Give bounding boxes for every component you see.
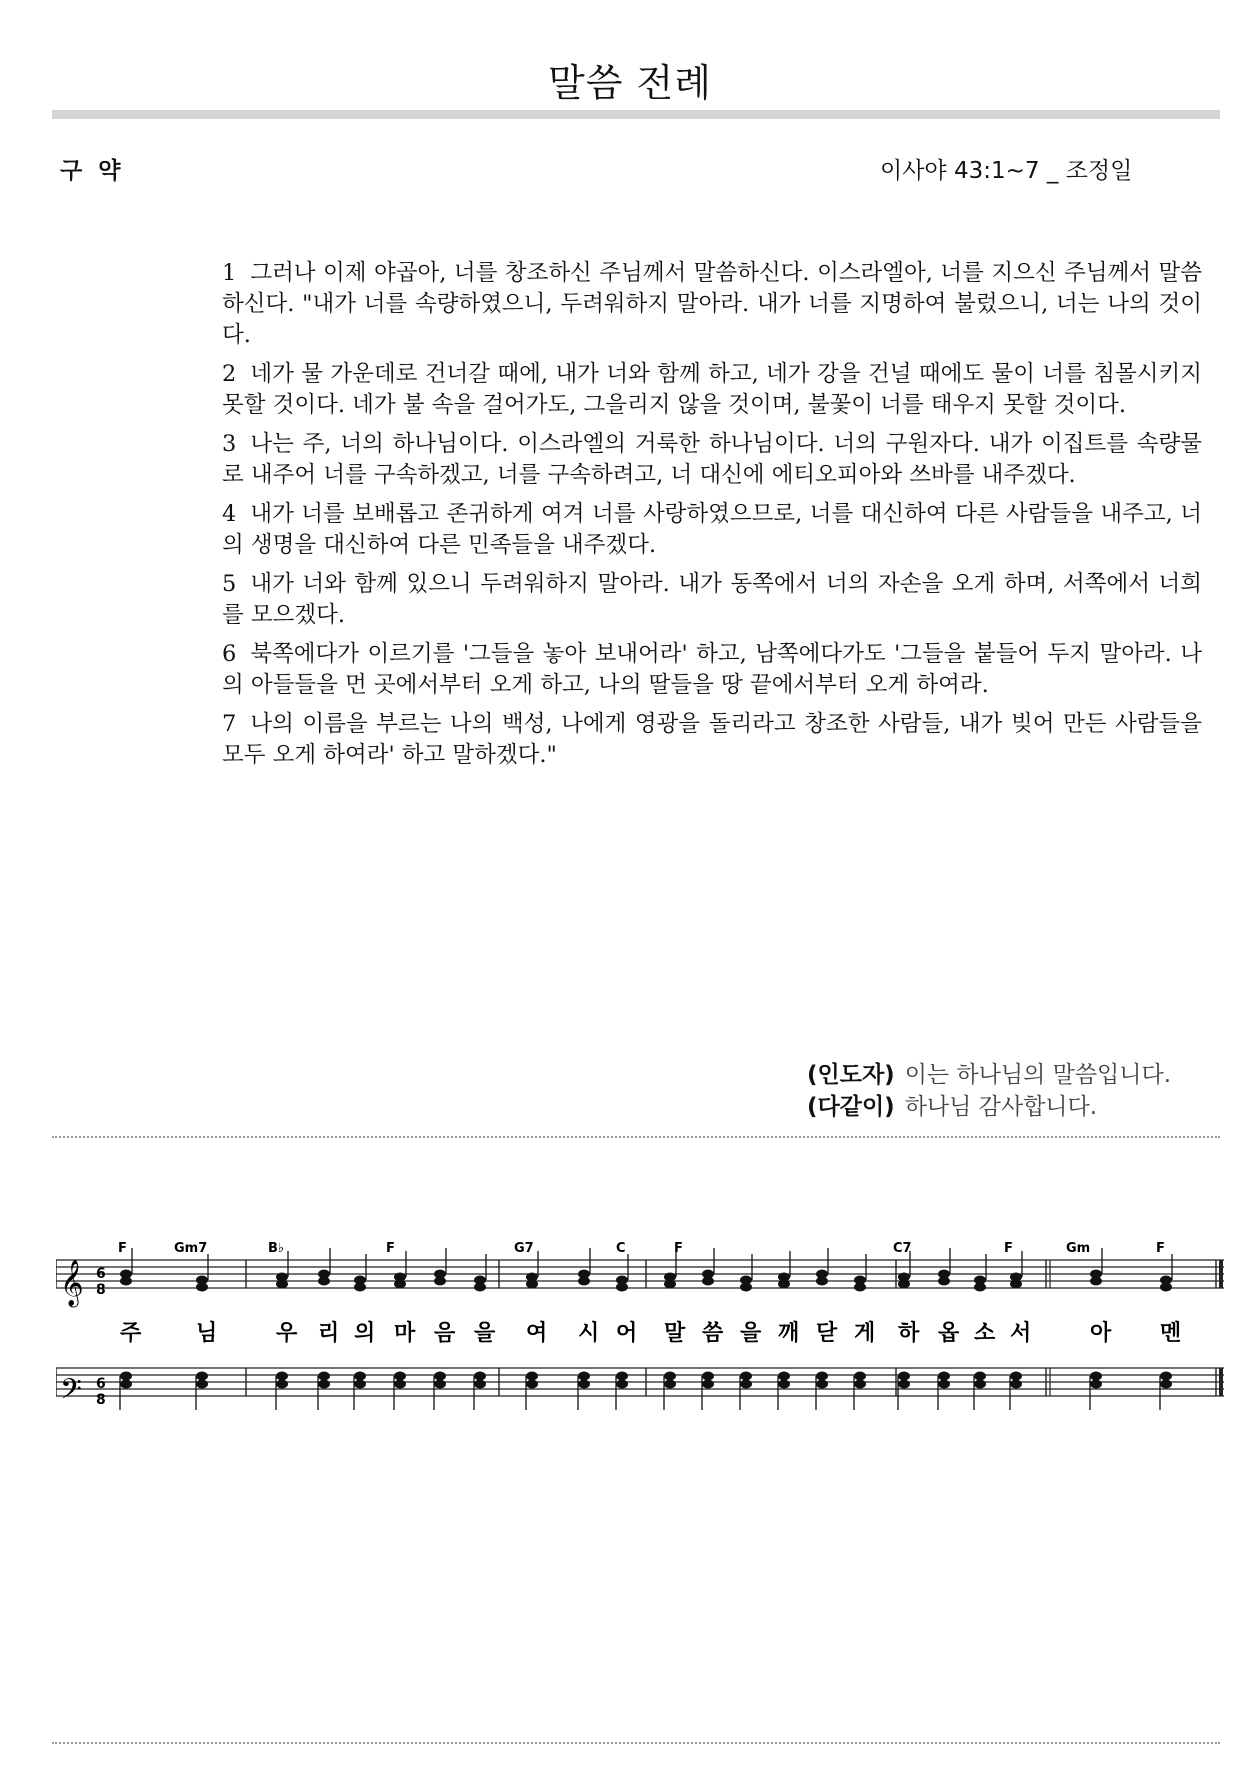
note-head xyxy=(740,1372,752,1381)
verse-4 xyxy=(222,499,1202,561)
note-head xyxy=(778,1280,790,1289)
chord-symbol: F xyxy=(118,1241,127,1256)
note-head xyxy=(1090,1380,1102,1389)
note-head xyxy=(318,1380,330,1389)
lyric-syllable: 리 xyxy=(318,1321,340,1346)
note-head xyxy=(816,1380,828,1389)
lyric-syllable: 시 xyxy=(578,1321,600,1346)
note-head xyxy=(974,1380,986,1389)
verse-text: 네가 물 가운데로 건너갈 때에, 내가 너와 함께 하고, 네가 강을 건널 때에도 물이 너를 침몰시키지 못할 것이다. 네가 불 속을 걸어가도, 그을리지 않을 것이며, 불꽃이 너를 태우지 못할 것이다. xyxy=(222,361,1202,418)
chord-symbol: F xyxy=(1156,1241,1165,1256)
note-head xyxy=(778,1372,790,1381)
lyric-syllable: 소 xyxy=(974,1321,996,1346)
verse-text: 나는 주, 너의 하나님이다. 이스라엘의 거룩한 하나님이다. 너의 구원자다. 내가 이집트를 속량물로 내주어 너를 구속하겠고, 너를 구속하려고, 너 대신에 에티오피아와 쓰바를 내주겠다. xyxy=(222,431,1202,488)
note-head xyxy=(196,1283,208,1292)
response-speaker: (다같이) xyxy=(807,1094,895,1120)
note-head xyxy=(664,1380,676,1389)
note-head xyxy=(1090,1277,1102,1286)
note-head xyxy=(394,1280,406,1289)
note-head xyxy=(578,1372,590,1381)
note-head xyxy=(816,1277,828,1286)
treble-clef: 𝄞 xyxy=(60,1260,84,1306)
note-head xyxy=(434,1372,446,1381)
note-head xyxy=(854,1372,866,1381)
note-head xyxy=(974,1283,986,1292)
response-line: 하나님 감사합니다. xyxy=(904,1094,1098,1120)
verse-text: 내가 너와 함께 있으니 두려워하지 말아라. 내가 동쪽에서 너의 자손을 오게 하며, 서쪽에서 너희를 모으겠다. xyxy=(222,571,1202,628)
response-line: 이는 하나님의 말씀입니다. xyxy=(904,1062,1172,1088)
note-head xyxy=(898,1372,910,1381)
note-head xyxy=(578,1380,590,1389)
lyric-syllable: 님 xyxy=(196,1321,218,1346)
note-head xyxy=(702,1372,714,1381)
verse-6 xyxy=(222,639,1202,701)
time-top-treble: 6 xyxy=(96,1266,106,1282)
note-head xyxy=(1160,1372,1172,1381)
verse-1 xyxy=(222,258,1202,351)
verse-number: 1 xyxy=(222,260,237,286)
response-leader xyxy=(807,1056,1171,1089)
note-head xyxy=(816,1372,828,1381)
time-top-bass: 6 xyxy=(96,1376,106,1392)
verse-number: 3 xyxy=(222,431,237,457)
note-head xyxy=(740,1283,752,1292)
chord-symbol: B♭ xyxy=(268,1241,285,1256)
lyric-syllable: 닫 xyxy=(816,1321,838,1346)
note-head xyxy=(276,1380,288,1389)
time-bottom-treble: 8 xyxy=(96,1282,106,1298)
music-score xyxy=(56,1238,1232,1458)
note-head xyxy=(434,1380,446,1389)
note-head xyxy=(854,1283,866,1292)
note-head xyxy=(1010,1280,1022,1289)
lyric-syllable: 마 xyxy=(394,1321,416,1346)
note-head xyxy=(120,1372,132,1381)
note-head xyxy=(938,1372,950,1381)
chord-symbol: G7 xyxy=(514,1241,534,1256)
note-head xyxy=(318,1277,330,1286)
note-head xyxy=(740,1380,752,1389)
note-head xyxy=(664,1372,676,1381)
reading-body xyxy=(222,258,1202,779)
verse-text: 나의 이름을 부르는 나의 백성, 나에게 영광을 돌리라고 창조한 사람들, 내가 빚어 만든 사람들을 모두 오게 하여라' 하고 말하겠다." xyxy=(222,711,1202,768)
note-head xyxy=(120,1277,132,1286)
lyric-syllable: 어 xyxy=(616,1321,638,1346)
verse-text: 북쪽에다가 이르기를 '그들을 놓아 보내어라' 하고, 남쪽에다가도 '그들을 붙들어 두지 말아라. 나의 아들들을 먼 곳에서부터 오게 하고, 나의 딸들을 땅 끝에서부터 오게 하여라. xyxy=(222,641,1202,698)
chord-symbols xyxy=(118,1241,1165,1256)
chord-symbol: F xyxy=(386,1241,395,1256)
verse-text: 그러나 이제 야곱아, 너를 창조하신 주님께서 말씀하신다. 이스라엘아, 너를 지으신 주님께서 말씀하신다. "내가 너를 속량하였으니, 두려워하지 말아라. 내가 너를 지명하여 불렀으니, 너는 나의 것이다. xyxy=(222,260,1202,348)
lyric-syllable: 여 xyxy=(526,1321,548,1346)
note-head xyxy=(974,1372,986,1381)
lyric-syllable: 게 xyxy=(854,1321,876,1346)
note-head xyxy=(394,1372,406,1381)
lyric-syllable: 음 xyxy=(434,1321,456,1346)
lyric-syllable: 의 xyxy=(354,1321,376,1346)
note-head xyxy=(938,1380,950,1389)
lyric-syllable: 옵 xyxy=(938,1321,960,1346)
lyric-syllable: 말 xyxy=(664,1321,686,1346)
response-speaker: (인도자) xyxy=(807,1062,895,1088)
note-head xyxy=(526,1380,538,1389)
chord-symbol: F xyxy=(674,1241,683,1256)
lyric-syllable: 아 xyxy=(1090,1321,1112,1346)
verse-7 xyxy=(222,709,1202,771)
note-head xyxy=(526,1280,538,1289)
lyric-syllable: 깨 xyxy=(778,1321,800,1346)
note-head xyxy=(276,1372,288,1381)
note-head xyxy=(616,1380,628,1389)
lyrics xyxy=(120,1320,1181,1346)
note-head xyxy=(664,1280,676,1289)
note-head xyxy=(578,1277,590,1286)
verse-text: 내가 너를 보배롭고 존귀하게 여겨 너를 사랑하였으므로, 너를 대신하여 다른 사람들을 내주고, 너의 생명을 대신하여 다른 민족들을 내주겠다. xyxy=(222,501,1202,558)
bass-clef: 𝄢 xyxy=(60,1373,82,1413)
verse-2 xyxy=(222,359,1202,421)
note-head xyxy=(778,1380,790,1389)
note-head xyxy=(1160,1283,1172,1292)
note-head xyxy=(394,1380,406,1389)
note-head xyxy=(1010,1380,1022,1389)
note-head xyxy=(318,1372,330,1381)
note-head xyxy=(702,1380,714,1389)
note-head xyxy=(616,1283,628,1292)
note-head xyxy=(616,1372,628,1381)
time-bottom-bass: 8 xyxy=(96,1392,106,1408)
note-head xyxy=(276,1280,288,1289)
dotted-divider xyxy=(52,1742,1220,1744)
lyric-syllable: 을 xyxy=(740,1321,762,1346)
response-all xyxy=(807,1088,1097,1121)
scripture-reference: 이사야 43:1~7 _ 조정일 xyxy=(880,158,1133,184)
note-head xyxy=(1010,1372,1022,1381)
note-head xyxy=(474,1372,486,1381)
note-head xyxy=(526,1372,538,1381)
note-head xyxy=(354,1372,366,1381)
note-head xyxy=(354,1380,366,1389)
chord-symbol: Gm xyxy=(1066,1241,1091,1256)
verse-number: 6 xyxy=(222,641,237,667)
chord-symbol: C xyxy=(616,1241,626,1256)
note-head xyxy=(1160,1380,1172,1389)
note-head xyxy=(120,1380,132,1389)
lyric-syllable: 우 xyxy=(276,1321,298,1346)
verse-number: 5 xyxy=(222,571,237,597)
chord-symbol: F xyxy=(1004,1241,1013,1256)
lyric-syllable: 하 xyxy=(898,1321,920,1346)
note-head xyxy=(898,1380,910,1389)
note-head xyxy=(702,1277,714,1286)
note-head xyxy=(354,1283,366,1292)
verse-5 xyxy=(222,569,1202,631)
note-head xyxy=(196,1372,208,1381)
verse-number: 4 xyxy=(222,501,237,527)
note-head xyxy=(1090,1372,1102,1381)
lyric-syllable: 서 xyxy=(1010,1321,1032,1346)
verse-3 xyxy=(222,429,1202,491)
note-head xyxy=(434,1277,446,1286)
note-head xyxy=(196,1380,208,1389)
page-title: 말씀 전례 xyxy=(548,61,712,105)
lyric-syllable: 멘 xyxy=(1160,1321,1182,1346)
note-head xyxy=(938,1277,950,1286)
title-divider xyxy=(52,110,1220,119)
note-head xyxy=(898,1280,910,1289)
lyric-syllable: 주 xyxy=(120,1321,142,1346)
dotted-divider xyxy=(52,1136,1220,1138)
note-head xyxy=(854,1380,866,1389)
lyric-syllable: 을 xyxy=(474,1321,496,1346)
lyric-syllable: 씀 xyxy=(702,1321,724,1346)
note-head xyxy=(474,1380,486,1389)
staves xyxy=(56,1260,1224,1396)
chord-symbol: C7 xyxy=(893,1241,912,1256)
chord-symbol: Gm7 xyxy=(174,1241,208,1256)
note-head xyxy=(474,1283,486,1292)
verse-number: 2 xyxy=(222,361,237,387)
section-label: 구 약 xyxy=(60,158,125,184)
verse-number: 7 xyxy=(222,711,237,737)
